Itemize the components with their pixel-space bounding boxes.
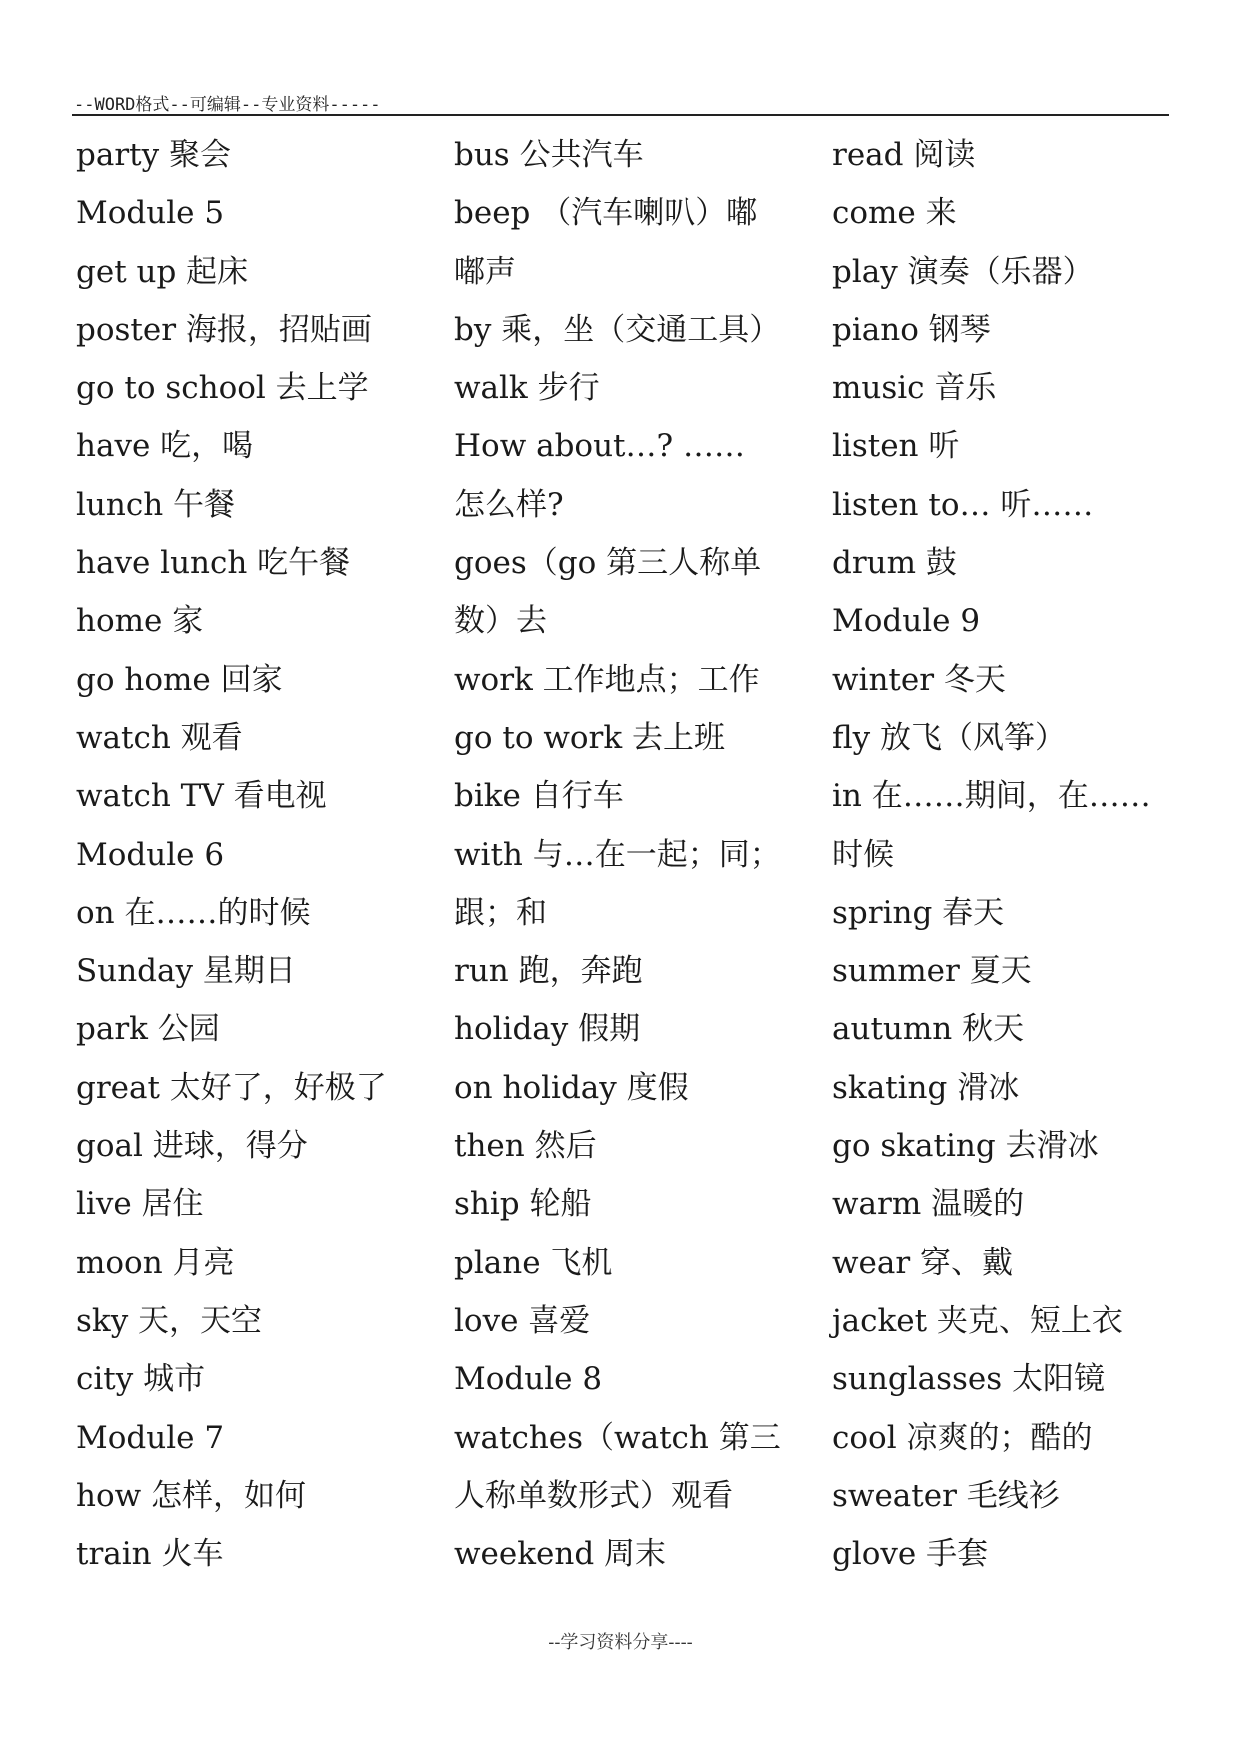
vocab-entry: sweater 毛线衫 — [832, 1477, 1060, 1514]
module-heading: Module 6 — [76, 836, 225, 873]
module-heading: Module 9 — [832, 603, 981, 640]
vocab-entry: ship 轮船 — [454, 1186, 592, 1223]
vocab-entry: come 来 — [832, 195, 957, 232]
vocab-entry: city 城市 — [76, 1361, 206, 1398]
vocab-entry: by 乘，坐（交通工具） — [454, 311, 781, 348]
module-heading: Module 5 — [76, 195, 225, 232]
page-header: --WORD格式--可编辑--专业资料----- — [74, 95, 381, 115]
vocab-entry: moon 月亮 — [76, 1244, 235, 1281]
vocab-entry: go home 回家 — [76, 661, 283, 698]
vocab-entry: Sunday 星期日 — [76, 953, 296, 990]
vocab-entry: holiday 假期 — [454, 1011, 641, 1048]
vocabulary-column-3 — [832, 126, 1192, 1583]
module-heading: Module 8 — [454, 1361, 603, 1398]
vocab-entry: home 家 — [76, 603, 204, 640]
vocabulary-column-2 — [454, 126, 814, 1583]
vocab-entry: plane 飞机 — [454, 1244, 613, 1281]
vocab-entry: sky 天，天空 — [76, 1302, 263, 1339]
vocab-entry: go to school 去上学 — [76, 370, 369, 407]
vocab-entry: park 公园 — [76, 1011, 220, 1048]
vocab-entry-continuation: 时候 — [832, 836, 894, 873]
vocab-entry: poster 海报，招贴画 — [76, 311, 372, 348]
vocab-entry: music 音乐 — [832, 370, 997, 407]
vocab-entry: how 怎样，如何 — [76, 1477, 307, 1514]
vocab-entry: get up 起床 — [76, 253, 249, 290]
vocab-entry: skating 滑冰 — [832, 1069, 1020, 1106]
vocab-entry: winter 冬天 — [832, 661, 1006, 698]
vocab-entry: autumn 秋天 — [832, 1011, 1025, 1048]
vocab-entry: with 与…在一起；同； — [454, 836, 781, 873]
vocab-entry: bike 自行车 — [454, 778, 624, 815]
vocab-entry: drum 鼓 — [832, 545, 957, 582]
vocab-entry: have 吃，喝 — [76, 428, 254, 465]
vocab-entry: watch 观看 — [76, 719, 243, 756]
vocab-entry: walk 步行 — [454, 370, 600, 407]
vocab-entry: work 工作地点；工作 — [454, 661, 760, 698]
vocab-entry-continuation: 数）去 — [454, 603, 547, 640]
vocab-entry: jacket 夹克、短上衣 — [832, 1302, 1123, 1339]
vocab-entry: then 然后 — [454, 1128, 597, 1165]
vocabulary-columns — [76, 126, 1176, 1586]
vocab-entry: party 聚会 — [76, 137, 231, 173]
vocab-entry: goal 进球，得分 — [76, 1128, 308, 1165]
vocab-entry: summer 夏天 — [832, 953, 1032, 990]
vocab-entry: beep （汽车喇叭）嘟 — [454, 195, 758, 232]
vocab-entry: on holiday 度假 — [454, 1069, 689, 1106]
vocab-entry: watch TV 看电视 — [76, 778, 327, 815]
vocab-entry: love 喜爱 — [454, 1302, 591, 1339]
vocab-entry: play 演奏（乐器） — [832, 253, 1094, 290]
vocab-entry: bus 公共汽车 — [454, 137, 644, 173]
module-heading: Module 7 — [76, 1419, 225, 1456]
vocab-entry: goes（go 第三人称单 — [454, 545, 762, 582]
vocab-entry: great 太好了，好极了 — [76, 1069, 387, 1106]
vocab-entry: lunch 午餐 — [76, 486, 236, 523]
vocab-entry: listen to… 听…… — [832, 486, 1094, 523]
vocab-entry: have lunch 吃午餐 — [76, 545, 351, 582]
vocab-entry: spring 春天 — [832, 894, 1005, 931]
vocab-entry: read 阅读 — [832, 137, 976, 173]
vocab-entry-continuation: 人称单数形式）观看 — [454, 1477, 733, 1514]
vocab-entry: on 在……的时候 — [76, 894, 311, 931]
vocab-entry: warm 温暖的 — [832, 1186, 1025, 1223]
vocab-entry: wear 穿、戴 — [832, 1244, 1014, 1281]
vocab-entry: sunglasses 太阳镜 — [832, 1361, 1106, 1398]
vocab-entry: glove 手套 — [832, 1536, 989, 1573]
vocab-entry: weekend 周末 — [454, 1536, 667, 1573]
header-divider — [72, 114, 1169, 116]
vocab-entry: train 火车 — [76, 1536, 224, 1573]
vocab-entry: go to work 去上班 — [454, 719, 725, 756]
vocab-entry: listen 听 — [832, 428, 960, 465]
vocab-entry-continuation: 跟；和 — [454, 894, 547, 931]
vocab-entry: fly 放飞（风筝） — [832, 719, 1067, 756]
vocab-entry: run 跑，奔跑 — [454, 953, 643, 990]
vocab-entry: in 在……期间，在…… — [832, 778, 1151, 815]
vocab-entry: watches（watch 第三 — [454, 1419, 781, 1456]
vocab-entry: How about…? …… — [454, 428, 745, 465]
vocab-entry-continuation: 嘟声 — [454, 253, 516, 290]
page-footer: --学习资料分享---- — [548, 1632, 693, 1653]
vocab-entry: go skating 去滑冰 — [832, 1128, 1099, 1165]
vocab-entry: piano 钢琴 — [832, 311, 991, 348]
vocab-entry-continuation: 怎么样? — [454, 486, 564, 523]
vocab-entry: cool 凉爽的；酷的 — [832, 1419, 1093, 1456]
vocab-entry: live 居住 — [76, 1186, 204, 1223]
vocabulary-column-1 — [76, 126, 436, 1583]
